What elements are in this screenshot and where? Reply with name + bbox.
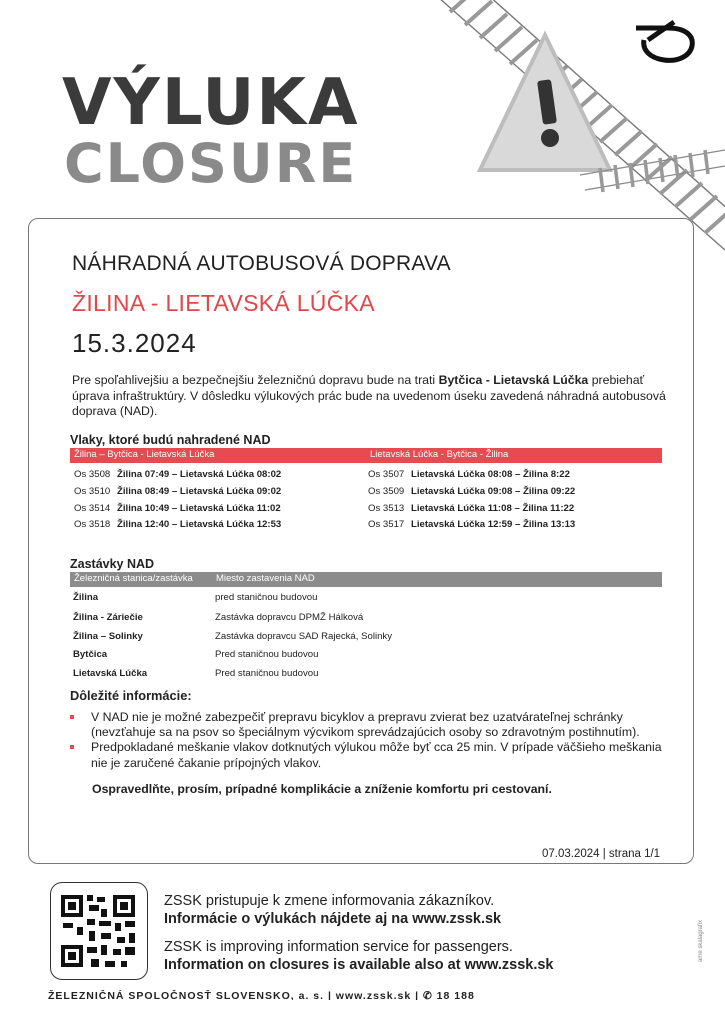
table-row [368,519,575,530]
intro-text: Pre spoľahlivejšiu a bezpečnejšiu železničnú dopravu bude na trati [72,373,439,387]
train-number: Os 3509 [368,486,405,497]
table-row [368,469,570,480]
intro-paragraph [72,373,692,420]
stop-station: Žilina - Záriečie [73,612,143,623]
stop-station: Lietavská Lúčka [73,668,148,679]
train-route: Žilina 07:49 – Lietavská Lúčka 08:02 [117,469,282,480]
train-number: Os 3518 [74,519,111,530]
trains-table-header [70,448,662,463]
intro-route: Bytčica - Lietavská Lúčka [438,373,589,387]
intro-line-2: úprava infraštruktúry. V dôsledku výlukových prác bude na uvedenom úseku zavedená náhradná autobusová [72,388,666,403]
intro-line-3: doprava (NAD). [72,404,158,418]
table-row [74,469,281,480]
zssk-logo-icon [628,12,698,64]
trains-heading: Vlaky, ktoré budú nahradené NAD [70,433,271,447]
trains-col-left: Žilina – Bytčica - Lietavská Lúčka [74,449,215,460]
stops-heading: Zastávky NAD [70,557,155,571]
intro-text-end: prebiehať [588,373,645,387]
train-route: Lietavská Lúčka 09:08 – Žilina 09:22 [411,486,576,497]
train-route: Žilina 12:40 – Lietavská Lúčka 12:53 [117,519,282,530]
train-route: Žilina 08:49 – Lietavská Lúčka 09:02 [117,486,282,497]
info-sk-line-1: ZSSK pristupuje k zmene informovania zákazníkov. [164,893,495,909]
stop-place: Zastávka dopravcu DPMŽ Hálková [215,612,364,623]
train-route: Lietavská Lúčka 08:08 – Žilina 8:22 [411,469,570,480]
train-number: Os 3513 [368,503,405,514]
list-item [70,740,670,770]
train-route: Žilina 10:49 – Lietavská Lúčka 11:02 [117,503,281,514]
side-print-mark: ame skalagrafix [698,919,704,962]
notice-date: 15.3.2024 [72,328,197,358]
stop-place: Pred staničnou budovou [215,668,319,679]
table-row [368,486,575,497]
stops-col-station: Železničná stanica/zastávka [74,573,193,584]
train-route: Lietavská Lúčka 11:08 – Žilina 11:22 [411,503,575,514]
notice-route: ŽILINA - LIETAVSKÁ LÚČKA [72,290,375,316]
table-row [74,486,281,497]
company-footer: ŽELEZNIČNÁ SPOLOČNOSŤ SLOVENSKO, a. s. | www.zssk.sk | ✆ 18 188 [48,990,475,1000]
important-notes-list [70,710,670,771]
stop-station: Žilina [73,592,99,603]
stops-table-header [70,572,662,587]
train-number: Os 3510 [74,486,111,497]
stop-place: Zastávka dopravcu SAD Rajecká, Solinky [215,631,393,642]
title-en: CLOSURE [64,132,358,195]
train-number: Os 3507 [368,469,405,480]
stop-station: Bytčica [73,649,108,660]
stops-col-place: Miesto zastavenia NAD [216,573,315,584]
train-route: Lietavská Lúčka 12:59 – Žilina 13:13 [411,519,576,530]
table-row [368,503,574,514]
train-number: Os 3514 [74,503,111,514]
table-row [74,503,281,514]
stop-place: pred staničnou budovou [215,592,318,603]
trains-col-right: Lietavská Lúčka - Bytčica - Žilina [370,449,509,460]
note-2-line-2: nie je zaručené čakanie prípojných vlakov. [91,755,322,770]
apology-text: Ospravedlňte, prosím, prípadné komplikácie a zníženie komfortu pri cestovaní. [92,782,552,796]
stop-place: Pred staničnou budovou [215,649,319,660]
note-1-line-1: V NAD nie je možné zabezpečiť prepravu bicyklov a prepravu zvierat bez uzatvárateľnej schránky [91,710,623,724]
important-heading: Dôležité informácie: [70,688,192,703]
info-en-line-1: ZSSK is improving information service for passengers. [164,939,513,955]
title-sk: VÝLUKA [62,66,360,140]
train-number: Os 3508 [74,469,111,480]
notice-subtitle: NÁHRADNÁ AUTOBUSOVÁ DOPRAVA [72,252,451,275]
qr-code-icon [51,883,147,979]
info-en-line-2: Information on closures is available also at www.zssk.sk [164,957,554,973]
qr-code [50,882,148,980]
note-2-line-1: Predpokladané meškanie vlakov dotknutých výlukou môže byť cca 25 min. V prípade väčšieho meškania [91,740,662,755]
stop-station: Žilina – Solinky [73,631,143,642]
table-row [74,519,281,530]
info-sk-line-2: Informácie o výlukách nájdete aj na www.zssk.sk [164,911,502,927]
footer-date-page: 07.03.2024 | strana 1/1 [542,848,661,860]
train-number: Os 3517 [368,519,405,530]
list-item [70,710,670,740]
note-1-line-2: (nevzťahuje sa na psov so špeciálnym výcvikom sprevádzajúcich osoby so zdravotným postihnutím). [91,725,640,740]
